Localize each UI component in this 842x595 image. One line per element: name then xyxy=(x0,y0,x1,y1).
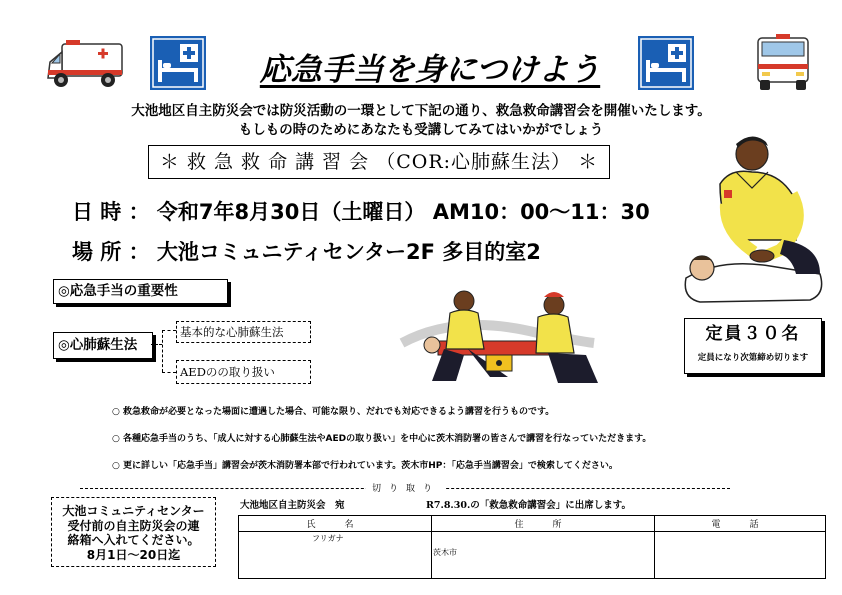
bullet-item: ○ 更に詳しい「応急手当」講習会が茨木消防署本部で行われています。茨木市HP：「応急手当講習会」で検索してください。 xyxy=(112,461,618,471)
submission-note-line: 大池コミュニティセンター xyxy=(62,504,205,518)
cpr-compression-illustration xyxy=(680,128,830,310)
event-datetime: 日 時 ： 令和7年8月30日（土曜日） AM10：00～11：30 xyxy=(72,200,650,224)
topic-importance: ◎応急手当の重要性 xyxy=(53,279,228,304)
connector-branch-1 xyxy=(162,330,176,331)
address-field[interactable] xyxy=(432,532,655,579)
application-form-table xyxy=(238,515,826,579)
form-statement: R7.8.30.の「救急救命講習会」に出席します。 xyxy=(426,500,631,511)
capacity-note: 定員になり次第締め切ります xyxy=(697,353,809,363)
submission-note-line: 受付前の自主防災会の連 xyxy=(67,518,200,533)
intro-line-2: もしもの時のためにあなたも受講してみてはいかがでしょう xyxy=(238,122,604,138)
capacity-label: 定員３０名 xyxy=(705,324,801,344)
phone-field[interactable] xyxy=(655,532,826,579)
connector-horizontal xyxy=(151,344,162,345)
page-title: 応急手当を身につけよう xyxy=(259,52,601,88)
first-aid-bed-sign-icon-left xyxy=(150,36,206,90)
submission-note-box xyxy=(51,497,216,567)
connector-vertical xyxy=(162,330,163,372)
connector-branch-2 xyxy=(162,372,176,373)
capacity-box xyxy=(684,318,822,374)
two-rescuers-illustration xyxy=(398,283,610,387)
cut-label: 切り取り xyxy=(366,481,446,494)
ambulance-icon-left xyxy=(44,38,126,90)
bullet-item: ○ 救急救命が必要となった場面に遭遇した場合、可能な限り、だれでも対応できるよう講習を行うものです。 xyxy=(112,407,555,417)
topic-cpr-basic: 基本的な心肺蘇生法 xyxy=(176,321,311,343)
bullet-item: ○ 各種応急手当のうち、「成人に対する心肺蘇生法やAEDの取り扱い」を中心に茨木消防署の皆さんで講習を行なっていただきます。 xyxy=(112,434,652,444)
event-place: 場 所 ： 大池コミュニティセンター2F 多目的室2 xyxy=(72,240,541,264)
topic-aed: AEDのの取り扱い xyxy=(176,360,311,384)
form-addressee: 大池地区自主防災会 宛 xyxy=(240,500,345,511)
ambulance-icon-right xyxy=(752,34,814,92)
submission-note-line: 絡箱へ入れてください。 xyxy=(67,533,200,547)
furigana-label: フリガナ xyxy=(312,534,344,543)
intro-line-1: 大池地区自主防災会では防災活動の一環として下記の通り、救急救命講習会を開催いたします。 xyxy=(131,103,711,119)
address-prefill: 茨木市 xyxy=(433,548,457,557)
column-header-name: 氏 名 xyxy=(239,516,432,532)
first-aid-bed-sign-icon-right xyxy=(638,36,694,90)
course-title-box: ＊ 救 急 救 命 講 習 会 （COR:心肺蘇生法） ＊ xyxy=(148,145,610,179)
topic-cpr: ◎心肺蘇生法 xyxy=(53,332,153,359)
column-header-phone: 電 話 xyxy=(655,516,826,532)
name-field[interactable] xyxy=(239,532,432,579)
column-header-address: 住 所 xyxy=(432,516,655,532)
submission-note-line: 8月1日～20日迄 xyxy=(86,547,181,562)
